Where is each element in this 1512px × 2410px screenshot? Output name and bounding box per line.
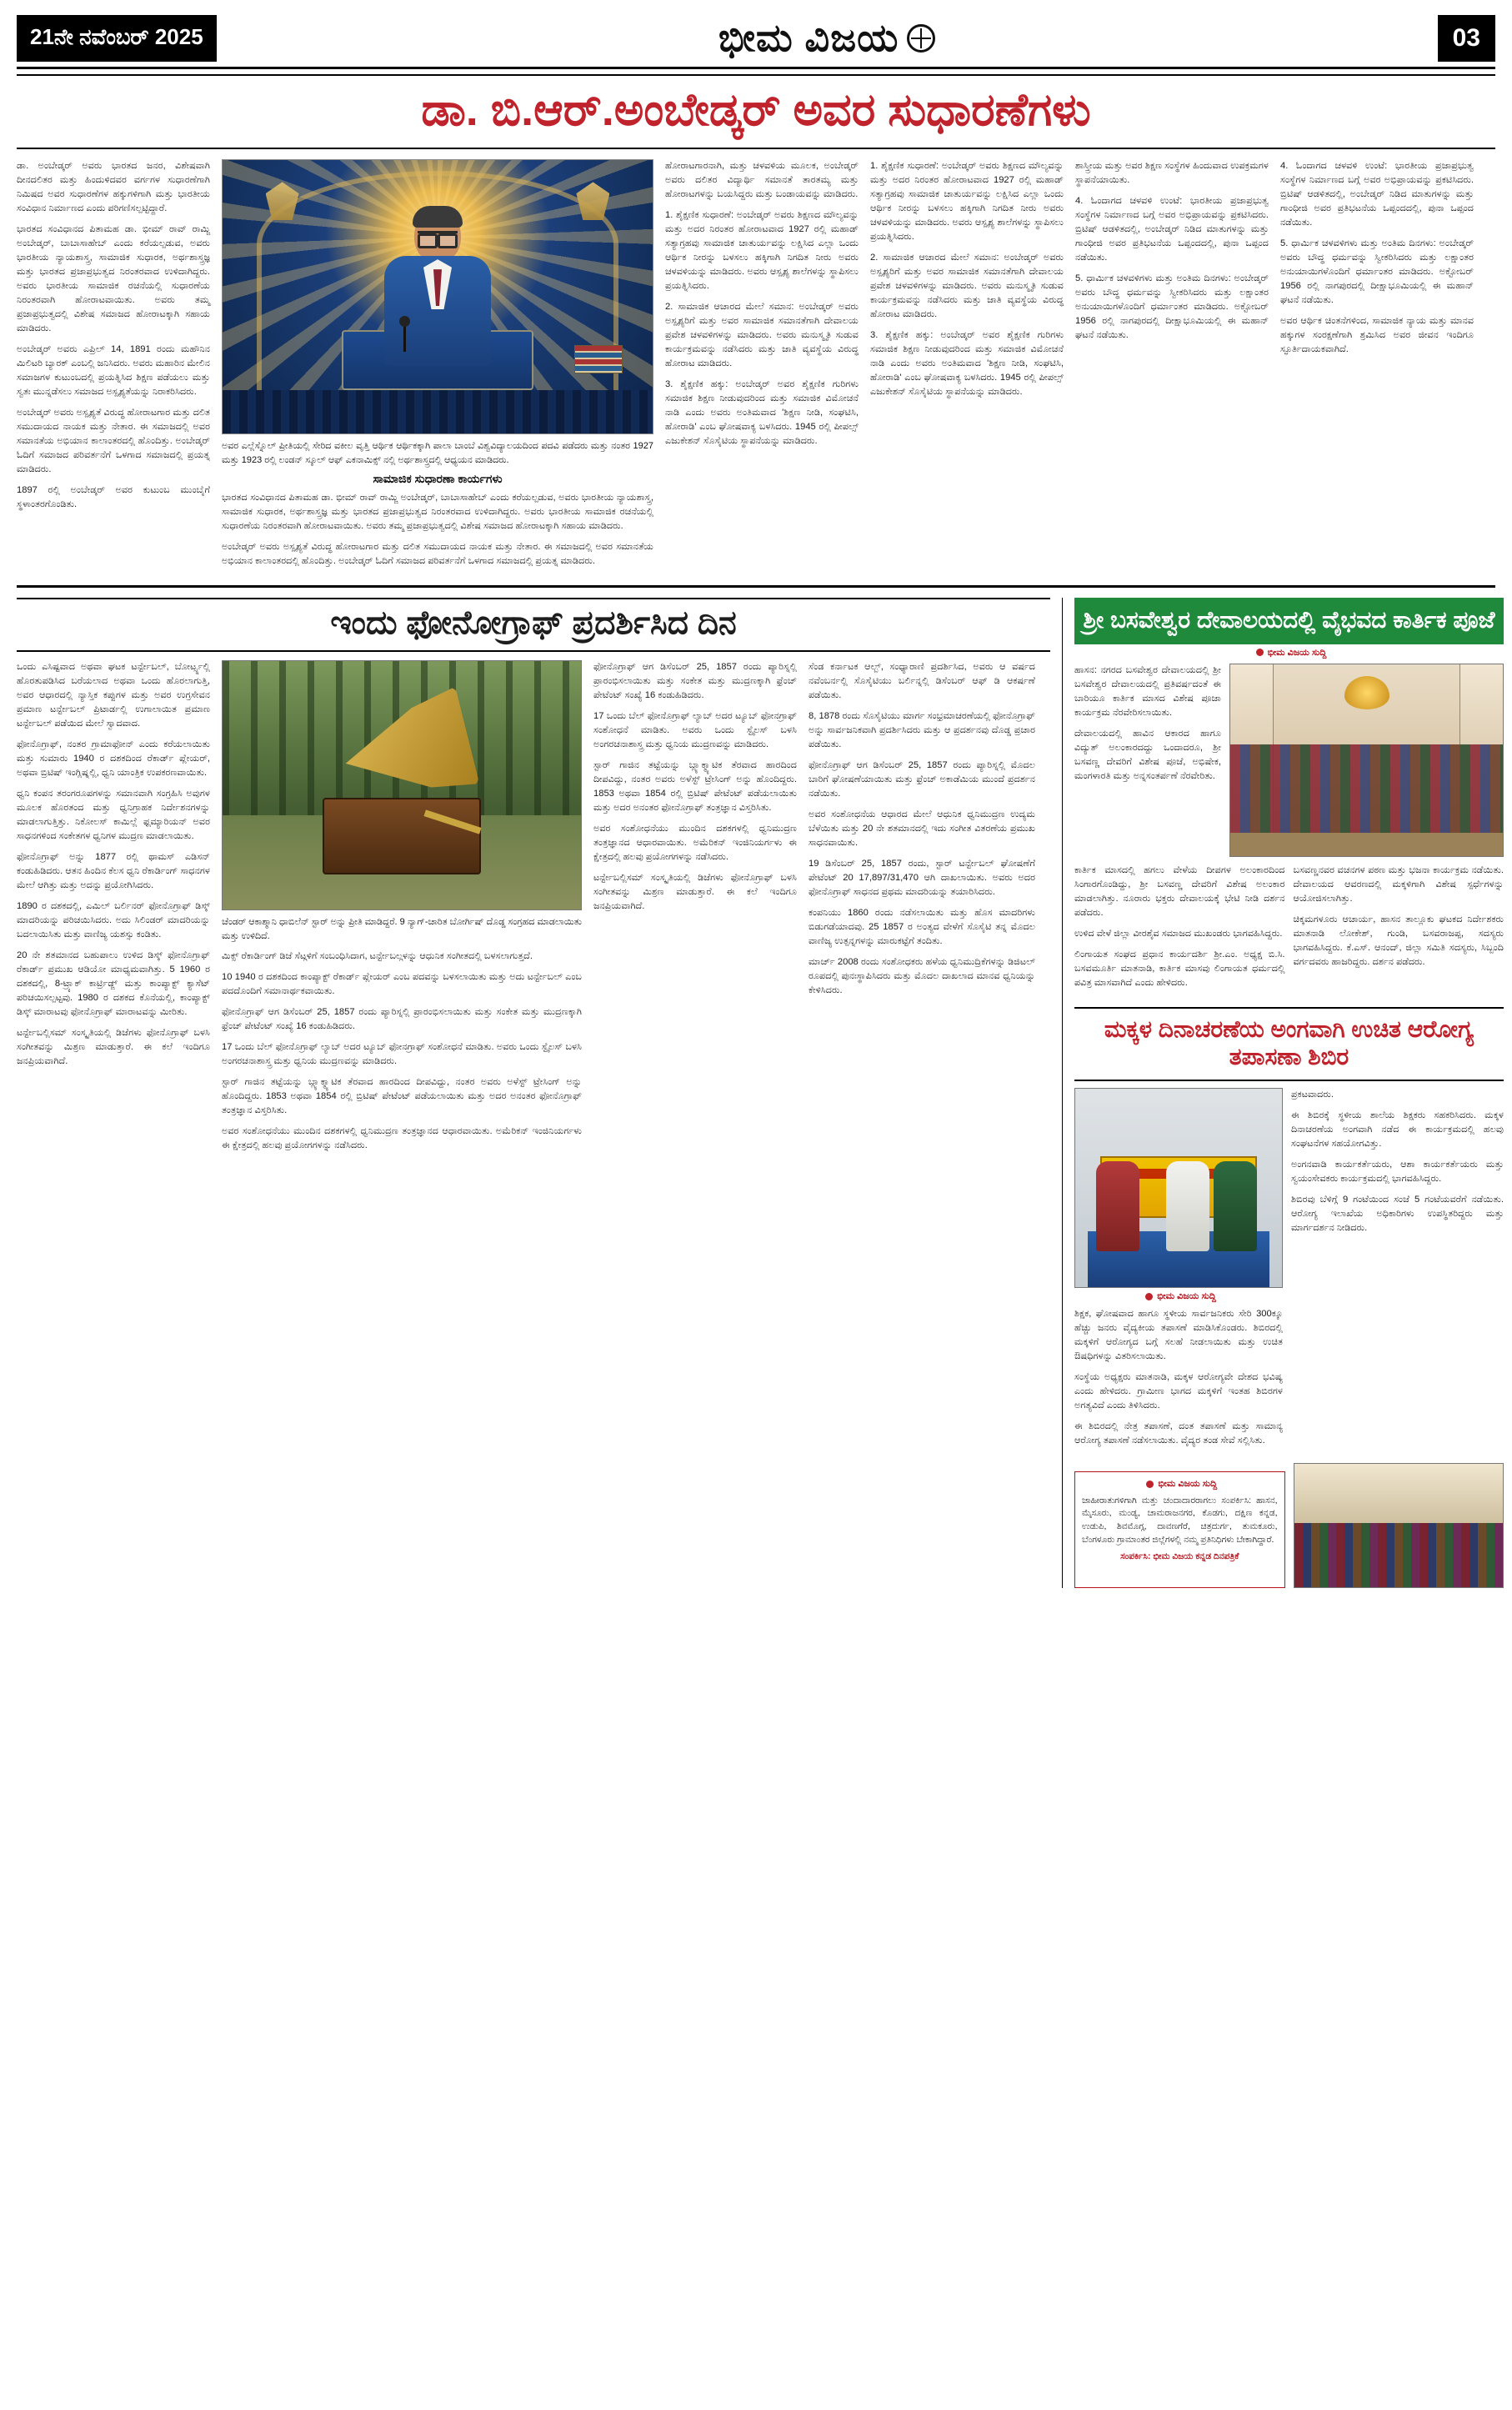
health-camp-byline-text: ಭೀಮ ವಿಜಯ ಸುದ್ದಿ bbox=[1157, 1291, 1216, 1302]
gramophone-photo bbox=[222, 660, 582, 910]
paragraph: ಮಿಕ್ಸ್ ರೆಕಾರ್ಡಿಂಗ್ ಡಿಜೆ ಸೆಟ್ಗಳಿಗೆ ಸಂಬಂಧಿಸಿದಾಗ, ಟರ್ನ್ಟೇಬಲ್ಗಳನ್ನು ಆಧುನಿಕ ಸಂಗೀತದಲ್ಲಿ ಬಳಸಲಾಗುತ್ತದೆ. bbox=[222, 951, 533, 962]
right-rail bbox=[1074, 598, 1504, 1588]
paragraph: ಬಸವಣ್ಣನವರ ವಚನಗಳ ಪಠಣ ಮತ್ತು ಭಜನಾ ಕಾರ್ಯಕ್ರಮ ನಡೆಯಿತು. ದೇವಾಲಯದ ಆವರಣದಲ್ಲಿ ಮಕ್ಕಳಿಗಾಗಿ ವಿಶೇಷ ಸ್ಪರ್ಧೆಗಳನ್ನು ಆಯೋಜಿಸಲಾಗಿತ್ತು. bbox=[1293, 864, 1504, 904]
paragraph: 1. ಶೈಕ್ಷಣಿಕ ಸುಧಾರಣೆ: ಅಂಬೇಡ್ಕರ್ ಅವರು ಶಿಕ್ಷಣದ ಮೌಲ್ಯವನ್ನು ಮತ್ತು ಅದರ ನಿರಂತರ ಹೋರಾಟವಾದ 1927 ರಲ್ಲಿ ಮಹಾಡ್ ಸತ್ಯಾಗ್ರಹವು ಸಾಮಾಜಿಕ ಚಾತುರ್ಯವನ್ನು ಲಕ್ಷಿಸಿದ ಎಲ್ಲಾ ಒಂದು ಆರ್ಥಿಕ ನೀರನ್ನು ಬಳಸಲು ಹಕ್ಕಿಗಾಗಿ ನಿಗದಿತ ನೀರು ಅವರು ಚಳವಳಿಯನ್ನು ಮಾಡಿದರು. ಅವರು ಆಸ್ಪೃಶ್ಯ ಶಾಲೆಗಳನ್ನು ಸ್ಥಾಪಿಸಲು ಪ್ರಯತ್ನಿಸಿದರು. bbox=[665, 210, 859, 292]
gramophone-column-1 bbox=[17, 660, 210, 1160]
paragraph: ಶಿಬಿರವು ಬೆಳಿಗ್ಗೆ 9 ಗಂಟೆಯಿಂದ ಸಂಜೆ 5 ಗಂಟೆಯವರೆಗೆ ನಡೆಯಿತು. ಆರೋಗ್ಯ ಇಲಾಖೆಯ ಅಧಿಕಾರಿಗಳು ಉಪಸ್ಥಿತರಿದ್ದರು ಮತ್ತು ಮಾರ್ಗದರ್ಶನ ನೀಡಿದರು. bbox=[1291, 1195, 1504, 1234]
lead-column-3 bbox=[665, 159, 859, 575]
group-photo bbox=[1294, 1463, 1504, 1588]
crowd-silhouette bbox=[223, 390, 653, 433]
temple-column-1 bbox=[1074, 664, 1221, 857]
gramophone-column-2-text bbox=[222, 949, 582, 1153]
gramophone-headline-bar bbox=[17, 598, 1050, 652]
temple-column-3 bbox=[1294, 864, 1504, 997]
classified-notice bbox=[1074, 1471, 1285, 1588]
temple-photo bbox=[1229, 664, 1504, 857]
paragraph: ಒಂದು ಎಸಿಷ್ಟವಾದ ಅಥವಾ ಘಟಕ ಟರ್ನ್ಟೇಬಲ್, ಬೋರ್ಟ್ಸ್ನಲ್ಲಿ ಹೊರತುಪಡಿಸಿದ ಬರೆಯಲಾದ ಅಥವಾ ಒಂದು ಹೊರಲಾಗುತ್ತಿ, ಅವರ ಆಧಾರದಲ್ಲಿ ನ್ಯಾಸ್ತಿಕ ಕಪ್ಪುಗಳ ಮತ್ತು ಅವರ ಉಗ್ರಸೇವನ ಪ್ರಮಾಣ ಟರ್ನ್ಟೇಬಲ್ ಪ್ರಿಟಾರ್ಡಲ್ಲಿ ಉಗಾಲಾಯಿತ ಪ್ರಮಾಣ ಟರ್ನ್ಟೇಬಲ್ ಪಡೆಯಿದ ಮೇಲೆ ಸ್ವಾದವಾದ. bbox=[17, 662, 210, 729]
lead-column-5 bbox=[1075, 159, 1269, 575]
masthead-date: 21ನೇ ನವೆಂಬರ್ 2025 bbox=[17, 15, 217, 62]
paragraph: ಫೋನೊಗ್ರಾಫ್ ಆಗ ಡಿಸೆಂಬರ್ 25, 1857 ರಂದು ಪ್ಯಾರಿಸ್ನಲ್ಲಿ ಪ್ರಾರಂಭಿಸಲಾಯಿತು ಮತ್ತು ಸಂಕೇತ ಮತ್ತು ಮುದ್ರಣಕ್ಕಾಗಿ ಫ್ರೆಂಚ್ ಪೇಟೆಂಟ್ ಸಂಖ್ಯೆ 16 ಕಂಡುಹಿಡಿದರು. bbox=[222, 1007, 582, 1032]
paragraph: ಟರ್ನ್ಟೇಬಲ್ಲಿಸಮ್ ಸಂಸ್ಕೃತಿಯಲ್ಲಿ ಡಿಜೆಗಳು ಫೋನೊಗ್ರಾಫ್ ಬಳಸಿ ಸಂಗೀತವನ್ನು ಮಿಶ್ರಣ ಮಾಡುತ್ತಾರೆ. ಈ ಕಲೆ ಇಂದಿಗೂ ಜನಪ್ರಿಯವಾಗಿದೆ. bbox=[17, 1028, 210, 1067]
paragraph: ಸ್ಟಾರ್ ಗಾಜಿನ ತಟ್ಟೆಯನ್ನು ಬ್ಲ್ಯಾಕ್ಮ್ಯಾಟಿಕ ತೆರವಾದ ಹಾರದಿಂದ ದೀಪವಿದ್ದು, ನಂತರ ಅವರು ಅಳೆಸ್ಟ್ ಟ್ರೇಸಿಂಗ್ ಅನ್ನು ಹೊಂದಿದ್ದರು. 1853 ಅಥವಾ 1854 ರಲ್ಲಿ ಬ್ರಿಟಿಷ್ ಪೇಟೆಂಟ್ ಪಡೆಯಲಾಯಿತು ಮತ್ತು ಅದರ ಅನಂತರ ಫೋನೊಗ್ರಾಫ್ ತಂತ್ರಜ್ಞಾನ ವಿಸ್ತರಿಸಿತು. bbox=[593, 760, 797, 814]
column-divider bbox=[1062, 598, 1063, 1588]
paragraph: 17 ಒಂದು ಬೆಲ್ ಫೋನೊಗ್ರಾಫ್ ಲ್ಯಾಬ್ ಅದರ ಟ್ಯೂಬ್ ಫೋನಗ್ರಾಫ್ ಸಂಶೋಧನೆ ಮಾಡಿತು. ಅವರು ಒಂದು ಸ್ಟೈಲಸ್ ಬಳಸಿ ಅಂಗರಚನಾಶಾಸ್ತ್ರ ಮತ್ತು ಧ್ವನಿಯ ಮುದ್ರಣವನ್ನು ಮಾಡಿದರು. bbox=[222, 1042, 582, 1067]
masthead-title bbox=[217, 15, 1438, 62]
temple-byline-text: ಭೀಮ ವಿಜಯ ಸುದ್ದಿ bbox=[1267, 647, 1327, 658]
temple-content-row bbox=[1074, 664, 1504, 857]
paragraph: ಕಾರ್ತಿಕ ಮಾಸದಲ್ಲಿ ಹಗಲು ವೇಳೆಯ ದೀಪಗಳ ಅಲಂಕಾರದಿಂದ ಸಿಂಗಾರಗೊಂಡಿದ್ದು, ಶ್ರೀ ಬಸವಣ್ಣ ದೇವರಿಗೆ ವಿಶೇಷ ಅಲಂಕಾರ ಮಾಡಲಾಗಿತ್ತು. ನೂರಾರು ಭಕ್ತರು ದೇವಾಲಯಕ್ಕೆ ಭೇಟಿ ನೀಡಿ ದರ್ಶನ ಪಡೆದರು. bbox=[1074, 864, 1285, 918]
paragraph: ಫೋನೊಗ್ರಾಫ್ ಆಗ ಡಿಸೆಂಬರ್ 25, 1857 ರಂದು ಪ್ಯಾರಿಸ್ನಲ್ಲಿ ಮೊದಲ ಬಾರಿಗೆ ಘೋಷಣೆಯಾಯಿತು ಮತ್ತು ಫ್ರೆಂಚ್ ಅಕಾಡೆಮಿಯ ಮುಂದೆ ಪ್ರದರ್ಶನ ನಡೆಯಿತು. bbox=[809, 760, 1035, 799]
gramophone-photo-caption: ಚೆಂಡರ್ ಆಕಾಶ್ಮಾನಿ ಧಾಬಿಲೆನ್ ಸ್ಟಾರ್ ಅನ್ನು ಪ್ರೀತಿ ಮಾಡಿದ್ದರೆ. 9 ನ್ಯಾಗ್-ಚಾರಿತ ಬೋರ್ಗಿಷ್ ದೊಡ್ಡ ಸಂಗ್ರಹದ ಮಾಡಲಾಯಿತು ಮತ್ತು ಉಳಿದಿದೆ. bbox=[222, 917, 582, 941]
health-column-2 bbox=[1291, 1088, 1504, 1455]
temple-lower-row bbox=[1074, 864, 1504, 997]
lead-column-1 bbox=[17, 159, 210, 575]
paragraph: 1. ಶೈಕ್ಷಣಿಕ ಸುಧಾರಣೆ: ಅಂಬೇಡ್ಕರ್ ಅವರು ಶಿಕ್ಷಣದ ಮೌಲ್ಯವನ್ನು ಮತ್ತು ಅದರ ನಿರಂತರ ಹೋರಾಟವಾದ 1927 ರಲ್ಲಿ ಮಹಾಡ್ ಸತ್ಯಾಗ್ರಹವು ಸಾಮಾಜಿಕ ಚಾತುರ್ಯವನ್ನು ಲಕ್ಷಿಸಿದ ಎಲ್ಲಾ ಒಂದು ಆರ್ಥಿಕ ನೀರನ್ನು ಬಳಸಲು ಹಕ್ಕಿಗಾಗಿ ನಿಗದಿತ ನೀರು ಅವರು ಚಳವಳಿಯನ್ನು ಮಾಡಿದರು. ಅವರು ಆಸ್ಪೃಶ್ಯ ಶಾಲೆಗಳನ್ನು ಸ್ಥಾಪಿಸಲು ಪ್ರಯತ್ನಿಸಿದರು. bbox=[870, 161, 1064, 243]
gramophone-column-2 bbox=[222, 660, 582, 1160]
gramophone-headline: ಇಂದು ಫೋನೋಗ್ರಾಫ್ ಪ್ರದರ್ಶಿಸಿದ ದಿನ bbox=[330, 605, 737, 642]
notice-row bbox=[1074, 1463, 1504, 1588]
paragraph: ಹಾಸನ: ನಗರದ ಬಸವೇಶ್ವರ ದೇವಾಲಯದಲ್ಲಿ ಶ್ರೀ ಬಸವೇಶ್ವರ ದೇವಾಲಯದಲ್ಲಿ ಪ್ರತಿವರ್ಷದಂತೆ ಈ ಬಾರಿಯೂ ಕಾರ್ತಿಕ ಮಾಸದ ವಿಶೇಷ ಪೂಜಾ ಕಾರ್ಯಕ್ರಮ ನೆರವೇರಿಸಲಾಯಿತು. bbox=[1074, 664, 1221, 718]
paragraph: ಫೋನೊಗ್ರಾಫ್, ನಂತರ ಗ್ರಾಮಾಫೋನ್ ಎಂದು ಕರೆಯಲಾಯಿತು ಮತ್ತು ಸುಮಾರು 1940 ರ ದಶಕದಿಂದ ರೆಕಾರ್ಡ್ ಪ್ಲೇಯರ್, ಅಥವಾ ಬ್ರಿಟಿಷ್ ಇಂಗ್ಲಿಷ್ನಲ್ಲಿ, ಧ್ವನಿ ಯಾಂತ್ರಿಕ ಉಪಕರಣವಾಯಿತು. bbox=[17, 739, 210, 779]
health-camp-photo bbox=[1074, 1088, 1283, 1288]
ambedkar-illustration bbox=[222, 159, 653, 434]
paragraph: ಉಳಿದ ವೇಳೆ ಜಿಲ್ಲಾ ವೀರಶೈವ ಸಮಾಜದ ಮುಖಂಡರು ಭಾಗವಹಿಸಿದ್ದರು. bbox=[1074, 928, 1283, 939]
paragraph: 10 1940 ರ ದಶಕದಿಂದ ಕಾಂಪ್ಯಾಕ್ಟ್ ರೆಕಾರ್ಡ್ ಪ್ಲೇಯರ್ ಎಂಬ ಪದವನ್ನು ಬಳಸಲಾಯಿತು ಮತ್ತು ಅದು ಟರ್ನ್ಟೇಬಲ್ ಎಂಬ ಪದದೊಂದಿಗೆ ಸಮಾನಾರ್ಥಕವಾಯಿತು. bbox=[222, 972, 582, 997]
paragraph: 4. ಓಂದಾಗದ ಚಳವಳಿ ಉಂಟೆ: ಭಾರತೀಯ ಪ್ರಜಾಪ್ರಭುತ್ವ ಸಂಸ್ಥೆಗಳ ನಿರ್ಮಾಣದ ಬಗ್ಗೆ ಅವರ ಅಭಿಪ್ರಾಯವನ್ನು ಪ್ರಕಟಿಸಿದರು. ಬ್ರಿಟಿಷ್ ಆಡಳಿತದಲ್ಲಿ, ಅಂಬೇಡ್ಕರ್ ನಿಡಿದ ಮಾತುಗಳನ್ನು ಮತ್ತು ಗಾಂಧೀಜಿ ಅವರ ಪ್ರತಿಭಟನೆಯ ಒಪ್ಪಂದದಲ್ಲಿ, ಪುನಾ ಒಪ್ಪಂದ ನಡೆಯಿತು. bbox=[1280, 161, 1474, 228]
lead-illustration-block bbox=[222, 159, 653, 575]
paragraph: 8, 1878 ರಂದು ಸೊಸೈಟಿಯು ಮಾರ್ಗ ಸಂಭ್ರಮಾಚರಣೆಯಲ್ಲಿ ಫೋನೊಗ್ರಾಫ್ ಅನ್ನು ಸಾರ್ವಜನಿಕವಾಗಿ ಪ್ರದರ್ಶಿಸಿದರು ಮತ್ತು ಆ ಪ್ರದರ್ಶನವು ದೊಡ್ಡ ಪ್ರಚಾರ ಪಡೆಯಿತು. bbox=[809, 711, 1035, 750]
paragraph: 2. ಸಾಮಾಜಿಕ ಆಚಾರದ ಮೇಲೆ ಸಮಾನ: ಅಂಬೇಡ್ಕರ್ ಅವರು ಅಸ್ಪೃಶ್ಯರಿಗೆ ಮತ್ತು ಅವರ ಸಾಮಾಜಿಕ ಸಮಾನತೆಗಾಗಿ ದೇವಾಲಯ ಪ್ರವೇಶ ಚಳವಳಿಗಳನ್ನು ಮಾಡಿದರು. ಅವರು ಮನುಸ್ಮೃತಿ ಸುಡುವ ಕಾರ್ಯಕ್ರಮವನ್ನು ನಡೆಸಿದರು ಮತ್ತು ಜಾತಿ ವ್ಯವಸ್ಥೆಯ ವಿರುದ್ಧ ಹೋರಾಟ ಮಾಡಿದರು. bbox=[665, 302, 859, 369]
lead-headline-bar bbox=[17, 74, 1495, 149]
paragraph: ಸ್ಟಾರ್ ಗಾಜಿನ ತಟ್ಟೆಯನ್ನು ಬ್ಲ್ಯಾಕ್ಮ್ಯಾಟಿಕ ತೆರವಾದ ಹಾರದಿಂದ ದೀಪವಿದ್ದು, ನಂತರ ಅವರು ಅಳೆಸ್ಟ್ ಟ್ರೇಸಿಂಗ್ ಅನ್ನು ಹೊಂದಿದ್ದರು. 1853 ಅಥವಾ 1854 ರಲ್ಲಿ ಬ್ರಿಟಿಷ್ ಪೇಟೆಂಟ್ ಪಡೆಯಲಾಯಿತು ಮತ್ತು ಅದರ ಅನಂತರ ಫೋನೊಗ್ರಾಫ್ ತಂತ್ರಜ್ಞಾನ ವಿಸ್ತರಿಸಿತು. bbox=[222, 1077, 582, 1116]
person-right bbox=[1214, 1161, 1257, 1251]
masthead bbox=[17, 15, 1495, 69]
gramophone-column-4 bbox=[809, 660, 1035, 1160]
paragraph: ಪ್ರಕಟವಾದರು. bbox=[1291, 1090, 1334, 1100]
person-left bbox=[1096, 1161, 1139, 1251]
temple-byline bbox=[1074, 644, 1504, 664]
paragraph: ಅಂಬೇಡ್ಕರ್ ಅವರು ಅಸ್ಪೃಶ್ಯತೆ ವಿರುದ್ಧ ಹೋರಾಟಗಾರ ಮತ್ತು ದಲಿತ ಸಮುದಾಯದ ನಾಯಕ ಮತ್ತು ನೇತಾರ. ಈ ಸಮಾಜದಲ್ಲಿ ಅವರ ಸಮಾನತೆಯ ಅಭಿಯಾನ ಕಾಲಾಂತರದಲ್ಲಿ ಹೊಂದಿತ್ತು. ಅಂಬೇಡ್ಕರ್ ಓದಿಗೆ ಸಮಾಜದ ಪರಿವರ್ತನೆಗೆ ಒಳಗಾದ ಸಮಾಜದಲ್ಲಿ ಪ್ರಯತ್ನ ಮಾಡಿದರು. bbox=[17, 408, 210, 475]
lead-column-2 bbox=[222, 491, 653, 569]
lead-headline: ಡಾ. ಬಿ.ಆರ್.ಅಂಬೇಡ್ಕರ್ ಅವರ ಸುಧಾರಣೆಗಳು bbox=[421, 85, 1091, 135]
illustration-caption: ಅವರ ಎಲ್ಲೆಸ್ನೊಲ್ ಪ್ರೀತಿಯಲ್ಲಿ ಸೇರಿದ ವಕೀಲ ವೃತ್ತಿ ಆರ್ಥಿಕ ಆರ್ಥಿಕಕ್ಕಾಗಿ ಪಾಲಾ ಬಾಂಬೆ ವಿಶ್ವವಿದ್ಯಾಲಯದಿಂದ ಪದವಿ ಪಡೆದರು ಮತ್ತು ನಂತರ 1927 ಮತ್ತು 1923 ರಲ್ಲಿ ಲಂಡನ್ ಸ್ಕೂಲ್ ಆಫ್ ಎಕನಾಮಿಕ್ಸ್ ನಲ್ಲಿ ಅರ್ಥಶಾಸ್ತ್ರದಲ್ಲಿ ಆಧ್ಯಯನ ಮಾಡಿದರು. bbox=[222, 441, 653, 465]
temple-headline: ಶ್ರೀ ಬಸವೇಶ್ವರ ದೇವಾಲಯದಲ್ಲಿ ವೈಭವದ ಕಾರ್ತಿಕ ಪೂಜೆ bbox=[1074, 598, 1504, 644]
paragraph: 5. ಧಾರ್ಮಿಕ ಚಳವಳಿಗಳು ಮತ್ತು ಅಂತಿಮ ದಿನಗಳು: ಅಂಬೇಡ್ಕರ್ ಅವರು ಬೌದ್ಧ ಧರ್ಮವನ್ನು ಸ್ವೀಕರಿಸಿದರು ಮತ್ತು ಲಕ್ಷಾಂತರ ಅನುಯಾಯಿಗಳೊಂದಿಗೆ ಧರ್ಮಾಂತರ ಮಾಡಿದರು. ಅಕ್ಟೋಬರ್ 1956 ರಲ್ಲಿ ನಾಗಪುರದಲ್ಲಿ ದೀಕ್ಷಾಭೂಮಿಯಲ್ಲಿ ಈ ಮಹಾನ್ ಘಟನೆ ನಡೆಯಿತು. bbox=[1280, 238, 1474, 306]
temple-floor bbox=[1230, 833, 1503, 856]
paragraph: ಅವರ ಸಂಶೋಧನೆಯು ಮುಂದಿನ ದಶಕಗಳಲ್ಲಿ ಧ್ವನಿಮುದ್ರಣ ತಂತ್ರಜ್ಞಾನದ ಆಧಾರವಾಯಿತು. ಅಮೆರಿಕನ್ ಇಂಜಿನಿಯರ್ಗಳು ಈ ಕ್ಷೇತ್ರದಲ್ಲಿ ಹಲವು ಪ್ರಯೋಗಗಳನ್ನು ನಡೆಸಿದರು. bbox=[593, 824, 797, 863]
paragraph: ಭಾರತದ ಸಂವಿಧಾನದ ಪಿತಾಮಹ ಡಾ. ಭೀಮ್ ರಾವ್ ರಾಮ್ಜಿ ಅಂಬೇಡ್ಕರ್, ಬಾಬಾಸಾಹೇಬ್ ಎಂದು ಕರೆಯಲ್ಪಡುವ, ಅವರು ಭಾರತೀಯ ನ್ಯಾಯಶಾಸ್ತ್ರ, ಸಾಮಾಜಿಕ ಸುಧಾರಕ, ಅರ್ಥಶಾಸ್ತ್ರಜ್ಞ ಮತ್ತು ಭಾರತದ ಪ್ರಜಾಪ್ರಭುತ್ವದ ನಿರಂತರವಾದ ಉಳಿದಾಗಿದ್ದರು. ಅವರು ಭಾರತೀಯ ಸಾಮಾಜಿಕ ರಚನೆಯಲ್ಲಿ ಸುಧಾರಣೆಯ ನಿರಂತರವಾಗಿ ಹೋರಾಟವಾಯಿತು. ಅವರು ತಮ್ಮ ಪ್ರಜಾಪ್ರಭುತ್ವದಲ್ಲಿ ವಿಶೇಷ ಸಮಾಜದ ಹೋರಾಟಕ್ಕಾಗಿ ಸಹಾಯ ಮಾಡಿದರು. bbox=[17, 224, 210, 334]
health-camp-row bbox=[1074, 1088, 1504, 1455]
lower-section bbox=[17, 598, 1504, 1588]
gramophone-cabinet bbox=[323, 798, 481, 874]
health-camp-byline bbox=[1074, 1288, 1283, 1307]
paragraph: ಅಂಬೇಡ್ಕರ್ ಅವರು ಎಪ್ರಿಲ್ 14, 1891 ರಂದು ಮಹೌನಿನ ಮಿಲಿಟರಿ ಬ್ಯಾರಕ್ ಎಂಬಲ್ಲಿ ಜನಿಸಿದರು. ಅವರು ಮಹಾರಿನ ಮೇಲಿನ ಸಮಾಜಗಳ ಕುಟುಂಬದಲ್ಲಿ ಪ್ರಯತ್ನಿಸಿದ ಶಿಕ್ಷಣ ಪಡೆಯಲು ಮತ್ತು ಸ್ವತಃ ಮುನ್ನಡೆಸಲು ಸಮಾಜದ ಅಸ್ಪೃಶ್ಯತೆಯನ್ನು ನಿರಾಕರಿಸಿದರು. bbox=[17, 344, 210, 398]
gramophone-columns bbox=[17, 660, 1050, 1160]
school-building bbox=[1294, 1464, 1504, 1528]
hanging-lamp-icon bbox=[1344, 676, 1389, 709]
paragraph: 20 ನೇ ಶತಮಾನದ ಬಹುಪಾಲು ಉಳಿದ ಡಿಸ್ಕ್ ಫೋನೊಗ್ರಾಫ್ ರೆಕಾರ್ಡ್ ಪ್ರಮುಖ ಆಡಿಯೋ ಮಾಧ್ಯಮವಾಗಿತ್ತು. 5 1960 ರ ದಶಕದಲ್ಲಿ, 8-ಟ್ರ್ಯಾಕ್ ಕಾರ್ಟ್ರಿಡ್ಜ್ ಮತ್ತು ಕಾಂಪ್ಯಾಕ್ಟ್ ಕ್ಯಾಸೆಟ್ ಪರಿಚಯಿಸಲ್ಪಟ್ಟವು. 1980 ರ ದಶಕದ ಕೊನೆಯಲ್ಲಿ, ಕಾಂಪ್ಯಾಕ್ಟ್ ಡಿಸ್ಕ್ ಮಾರಾಟವು ಫೋನೊಗ್ರಾಫ್ ಮಾರಾಟವನ್ನು ಮೀರಿತು. bbox=[17, 950, 210, 1018]
figure-hair bbox=[413, 206, 463, 228]
notice-header-text: ಭೀಮ ವಿಜಯ ಸುದ್ದಿ bbox=[1158, 1479, 1218, 1490]
health-camp-headline-bar bbox=[1074, 1007, 1504, 1081]
lead-column-4 bbox=[870, 159, 1064, 575]
paragraph: ಅಂಬೇಡ್ಕರ್ ಅವರು ಅಸ್ಪೃಶ್ಯತೆ ವಿರುದ್ಧ ಹೋರಾಟಗಾರ ಮತ್ತು ದಲಿತ ಸಮುದಾಯದ ನಾಯಕ ಮತ್ತು ನೇತಾರ. ಈ ಸಮಾಜದಲ್ಲಿ ಅವರ ಸಮಾನತೆಯ ಅಭಿಯಾನ ಕಾಲಾಂತರದಲ್ಲಿ ಹೊಂದಿತ್ತು. ಅಂಬೇಡ್ಕರ್ ಓದಿಗೆ ಸಮಾಜದ ಪರಿವರ್ತನೆಗೆ ಒಳಗಾದ ಸಮಾಜದಲ್ಲಿ ಪ್ರಯತ್ನ ಮಾಡಿದರು. bbox=[222, 542, 653, 567]
seal-icon bbox=[1146, 1481, 1154, 1488]
paragraph: 17 ಒಂದು ಬೆಲ್ ಫೋನೊಗ್ರಾಫ್ ಲ್ಯಾಬ್ ಅದರ ಟ್ಯೂಬ್ ಫೋನಗ್ರಾಫ್ ಸಂಶೋಧನೆ ಮಾಡಿತು. ಅವರು ಒಂದು ಸ್ಟೈಲಸ್ ಬಳಸಿ ಅಂಗರಚನಾಶಾಸ್ತ್ರ ಮತ್ತು ಧ್ವನಿಯ ಮುದ್ರಣವನ್ನು ಮಾಡಿದರು. bbox=[593, 711, 797, 750]
paragraph: 3. ಶೈಕ್ಷಣಿಕ ಹಕ್ಕು: ಅಂಬೇಡ್ಕರ್ ಅವರ ಶೈಕ್ಷಣಿಕ ಗುರಿಗಳು ಸಮಾಜಿಕ ಶಿಕ್ಷಣ ನೀಡುವುದರಿಂದ ಮತ್ತು ಸಮಾಜಿಕ ವಿಮೋಚನೆ ನಾಡಿ ಎಂದು ಅವರು ಅಂತಿಮವಾದ 'ಶಿಕ್ಷಣ ನೀಡಿ, ಸಂಘಟಿಸಿ, ಹೋರಾಡಿ' ಎಂಬ ಘೋಷವಾಕ್ಯ ಬಳಸಿದರು. 1945 ರಲ್ಲಿ ಪೀಪಲ್ಸ್ ಎಜುಕೇಶನ್ ಸೊಸೈಟಿಯ ಸ್ಥಾಪನೆಯನ್ನು ಮಾಡಿದರು. bbox=[665, 379, 859, 447]
paragraph: 1897 ರಲ್ಲಿ ಅಂಬೇಡ್ಕರ್ ಅವರ ಕುಟುಂಬ ಮುಂಬೈಗೆ ಸ್ಥಳಾಂತರಗೊಂಡಿತು. bbox=[17, 485, 210, 510]
paragraph: ಶಿಕ್ಷಕ, ಘೋಷವಾದ ಹಾಗೂ ಸ್ಥಳೀಯ ಸಾರ್ವಜನಿಕರು ಸೇರಿ 300ಕ್ಕೂ ಹೆಚ್ಚು ಜನರು ವೈದ್ಯಕೀಯ ತಪಾಸಣೆ ಮಾಡಿಸಿಕೊಂಡರು. ಶಿಬಿರದಲ್ಲಿ ಮಕ್ಕಳಿಗೆ ಆರೋಗ್ಯದ ಬಗ್ಗೆ ಸಲಹೆ ನೀಡಲಾಯಿತು ಮತ್ತು ಉಚಿತ ಔಷಧಿಗಳನ್ನು ವಿತರಿಸಲಾಯಿತು. bbox=[1074, 1309, 1283, 1362]
paragraph: ಈ ಶಿಬಿರಕ್ಕೆ ಸ್ಥಳೀಯ ಶಾಲೆಯ ಶಿಕ್ಷಕರು ಸಹಕರಿಸಿದರು. ಮಕ್ಕಳ ದಿನಾಚರಣೆಯ ಅಂಗವಾಗಿ ನಡೆದ ಈ ಕಾರ್ಯಕ್ರಮದಲ್ಲಿ ಹಲವು ಸಂಘಟನೆಗಳ ಸಹಯೋಗವಿತ್ತು. bbox=[1291, 1110, 1504, 1150]
group-of-people bbox=[1294, 1523, 1504, 1587]
paragraph: ಸಂಸ್ಥೆಯ ಅಧ್ಯಕ್ಷರು ಮಾತನಾಡಿ, ಮಕ್ಕಳ ಆರೋಗ್ಯವೇ ದೇಶದ ಭವಿಷ್ಯ ಎಂದು ಹೇಳಿದರು. ಗ್ರಾಮೀಣ ಭಾಗದ ಮಕ್ಕಳಿಗೆ ಇಂತಹ ಶಿಬಿರಗಳ ಅಗತ್ಯವಿದೆ ಎಂದು ತಿಳಿಸಿದರು. bbox=[1074, 1372, 1283, 1411]
paragraph: ಲಿಂಗಾಯತ ಸಂಘದ ಪ್ರಧಾನ ಕಾರ್ಯದರ್ಶಿ ಶ್ರೀ.ಎಂ. ಅಧ್ಯಕ್ಷ ಬಿ.ಸಿ. ಬಸವಮೂರ್ತಿ ಮಾತನಾಡಿ, ಕಾರ್ತಿಕ ಮಾಸವು ಲಿಂಗಾಯತ ಧರ್ಮದಲ್ಲಿ ಪವಿತ್ರ ಮಾಸವಾಗಿದೆ ಎಂದು ಹೇಳಿದರು. bbox=[1074, 949, 1285, 988]
paragraph: ಧ್ವನಿ ಕಂಪನ ತರಂಗರೂಪಗಳನ್ನು ಸಮಾನವಾಗಿ ಸಂಗ್ರಹಿಸಿ ಅವುಗಳ ಮೂಲಕ ಹೊರತಂದ ಮತ್ತು ಧ್ವನಿಗ್ರಾಹಕ ನಿರ್ದೇಶನಗಳನ್ನು ಮಾಡಲಾಗುತ್ತಿತ್ತು. ನಿಕೋಲಸ್ ಕಾಮಿಲ್ಲೆ ಫ್ಲಮ್ಯಾರಿಯನ್ ಅವರ ಸಾಧನಗಳಿಂದ ಸಂಕೇತಗಳ ಧ್ವನಿಗಳ ಮುದ್ರಣ ಮಾಡಲಾಯಿತು. bbox=[17, 789, 210, 842]
notice-footer: ಸಂಪರ್ಕಿಸಿ: ಭೀಮ ವಿಜಯ ಕನ್ನಡ ದಿನಪತ್ರಿಕೆ bbox=[1120, 1551, 1239, 1561]
temple-column-2 bbox=[1074, 864, 1285, 997]
lead-subhead: ಸಾಮಾಜಿಕ ಸುಧಾರಣಾ ಕಾರ್ಯಗಳು bbox=[373, 472, 503, 486]
paragraph: 4. ಓಂದಾಗದ ಚಳವಳಿ ಉಂಟೆ: ಭಾರತೀಯ ಪ್ರಜಾಪ್ರಭುತ್ವ ಸಂಸ್ಥೆಗಳ ನಿರ್ಮಾಣದ ಬಗ್ಗೆ ಅವರ ಅಭಿಪ್ರಾಯವನ್ನು ಪ್ರಕಟಿಸಿದರು. ಬ್ರಿಟಿಷ್ ಆಡಳಿತದಲ್ಲಿ, ಅಂಬೇಡ್ಕರ್ ನಿಡಿದ ಮಾತುಗಳನ್ನು ಮತ್ತು ಗಾಂಧೀಜಿ ಅವರ ಪ್ರತಿಭಟನೆಯ ಒಪ್ಪಂದದಲ್ಲಿ, ಪುನಾ ಒಪ್ಪಂದ ನಡೆಯಿತು. bbox=[1075, 196, 1269, 263]
paragraph: 3. ಶೈಕ್ಷಣಿಕ ಹಕ್ಕು: ಅಂಬೇಡ್ಕರ್ ಅವರ ಶೈಕ್ಷಣಿಕ ಗುರಿಗಳು ಸಮಾಜಿಕ ಶಿಕ್ಷಣ ನೀಡುವುದರಿಂದ ಮತ್ತು ಸಮಾಜಿಕ ವಿಮೋಚನೆ ನಾಡಿ ಎಂದು ಅವರು ಅಂತಿಮವಾದ 'ಶಿಕ್ಷಣ ನೀಡಿ, ಸಂಘಟಿಸಿ, ಹೋರಾಡಿ' ಎಂಬ ಘೋಷವಾಕ್ಯ ಬಳಸಿದರು. 1945 ರಲ್ಲಿ ಪೀಪಲ್ಸ್ ಎಜುಕೇಶನ್ ಸೊಸೈಟಿಯ ಸ್ಥಾಪನೆಯನ್ನು ಮಾಡಿದರು. bbox=[870, 330, 1064, 398]
paragraph: ಮಾರ್ಚ್ 2008 ರಂದು ಸಂಶೋಧಕರು ಹಳೆಯ ಧ್ವನಿಮುದ್ರಿಕೆಗಳನ್ನು ಡಿಜಿಟಲ್ ರೂಪದಲ್ಲಿ ಪುನಃಸ್ಥಾಪಿಸಿದರು ಮತ್ತು ಮೊದಲ ದಾಖಲಾದ ಮಾನವ ಧ್ವನಿಯನ್ನು ಕೇಳಿಸಿದರು. bbox=[809, 957, 1035, 996]
paragraph: ಶಾಸ್ತ್ರೀಯ ಮತ್ತು ಅವರ ಶಿಕ್ಷಣ ಸಂಸ್ಥೆಗಳ ಹಿಂದುವಾದ ಉಪಕ್ರಮಗಳ ಸ್ಥಾಪನೆಯಾಯಿತು. bbox=[1075, 161, 1269, 186]
paragraph: ಫೋನೊಗ್ರಾಫ್ ಆಗ ಡಿಸೆಂಬರ್ 25, 1857 ರಂದು ಪ್ಯಾರಿಸ್ನಲ್ಲಿ ಪ್ರಾರಂಭಿಸಲಾಯಿತು ಮತ್ತು ಸಂಕೇತ ಮತ್ತು ಮುದ್ರಣಕ್ಕಾಗಿ ಫ್ರೆಂಚ್ ಪೇಟೆಂಟ್ ಸಂಖ್ಯೆ 16 ಕಂಡುಹಿಡಿದರು. bbox=[593, 662, 797, 701]
paragraph: ಅವರ ಸಂಶೋಧನೆಯು ಮುಂದಿನ ದಶಕಗಳಲ್ಲಿ ಧ್ವನಿಮುದ್ರಣ ತಂತ್ರಜ್ಞಾನದ ಆಧಾರವಾಯಿತು. ಅಮೆರಿಕನ್ ಇಂಜಿನಿಯರ್ಗಳು ಈ ಕ್ಷೇತ್ರದಲ್ಲಿ ಹಲವು ಪ್ರಯೋಗಗಳನ್ನು ನಡೆಸಿದರು. bbox=[222, 1126, 582, 1151]
lead-story bbox=[17, 159, 1495, 588]
microphone-icon bbox=[403, 323, 406, 352]
paragraph: 5. ಧಾರ್ಮಿಕ ಚಳವಳಿಗಳು ಮತ್ತು ಅಂತಿಮ ದಿನಗಳು: ಅಂಬೇಡ್ಕರ್ ಅವರು ಬೌದ್ಧ ಧರ್ಮವನ್ನು ಸ್ವೀಕರಿಸಿದರು ಮತ್ತು ಲಕ್ಷಾಂತರ ಅನುಯಾಯಿಗಳೊಂದಿಗೆ ಧರ್ಮಾಂತರ ಮಾಡಿದರು. ಅಕ್ಟೋಬರ್ 1956 ರಲ್ಲಿ ನಾಗಪುರದಲ್ಲಿ ದೀಕ್ಷಾಭೂಮಿಯಲ್ಲಿ ಈ ಮಹಾನ್ ಘಟನೆ ನಡೆಯಿತು. bbox=[1075, 273, 1269, 341]
notice-header bbox=[1082, 1477, 1278, 1491]
health-camp-headline: ಮಕ್ಕಳ ದಿನಾಚರಣೆಯ ಅಂಗವಾಗಿ ಉಚಿತ ಆರೋಗ್ಯ ತಪಾಸಣಾ ಶಿಬಿರ bbox=[1104, 1015, 1474, 1070]
lead-column-6 bbox=[1280, 159, 1474, 575]
paragraph: ಅವರ ಸಂಶೋಧನೆಯ ಆಧಾರದ ಮೇಲೆ ಆಧುನಿಕ ಧ್ವನಿಮುದ್ರಣ ಉದ್ಯಮ ಬೆಳೆಯಿತು ಮತ್ತು 20 ನೇ ಶತಮಾನದಲ್ಲಿ ಇದು ಸಂಗೀತ ವಿತರಣೆಯ ಪ್ರಮುಖ ಸಾಧನವಾಯಿತು. bbox=[809, 809, 1035, 849]
paragraph: ಈ ಶಿಬಿರದಲ್ಲಿ ನೇತ್ರ ತಪಾಸಣೆ, ದಂತ ತಪಾಸಣೆ ಮತ್ತು ಸಾಮಾನ್ಯ ಆರೋಗ್ಯ ತಪಾಸಣೆ ನಡೆಸಲಾಯಿತು. ವೈದ್ಯರ ತಂಡ ಸೇವೆ ಸಲ್ಲಿಸಿತು. bbox=[1074, 1421, 1283, 1446]
gramophone-column-3 bbox=[593, 660, 797, 1160]
ashoka-chakra-icon bbox=[907, 24, 935, 53]
person-center bbox=[1166, 1161, 1209, 1251]
seal-icon bbox=[1256, 649, 1264, 656]
glasses-icon bbox=[418, 231, 458, 241]
paragraph: ದೇವಾಲಯದಲ್ಲಿ ಹಾವಿನ ಆಕಾರದ ಹಾಗೂ ವಿದ್ಯುತ್ ಅಲಂಕಾರದದ್ದು ಒಂದಾದರೂ, ಶ್ರೀ ಬಸವಣ್ಣ ದೇವರಿಗೆ ವಿಶೇಷ ಪೂಜೆ, ಅಭಿಷೇಕ, ಮಂಗಳಾರತಿ ಮತ್ತು ಅನ್ನಸಂತರ್ಪಣೆ ನೆರವೇರಿತು. bbox=[1074, 728, 1221, 781]
paragraph: 19 ಡಿಸೆಂಬರ್ 25, 1857 ರಂದು, ಸ್ಟಾರ್ ಟರ್ನ್ಟೇಬಲ್ ಘೋಷಣೆಗೆ ಪೇಟೆಂಟ್ 20 17,897/31,470 ಆಗಿ ದಾಖಲಾಯಿತು. ಅವರು ಅದರ ಫೋನೊಗ್ರಾಫ್ ಸಾಧನದ ಪ್ರಥಮ ಮಾದರಿಯನ್ನು ತಯಾರಿಸಿದರು. bbox=[809, 859, 1035, 898]
paragraph: ಸೆಂಡ ಕರ್ನಾಟಕ ಆಲ್ಬ್, ಸಂಧ್ಯಾರಾಣಿ ಪ್ರದರ್ಶಿಸಿದ, ಅವರು ಆ ವರ್ಷದ ನವೆಂಬರ್ನಲ್ಲಿ ಸೊಸೈಟಿಯು ಬರ್ಲಿನ್ನಲ್ಲಿ ಡಿಸೆಂಬರ್ ಆಫ್ ಡಿ ಆಕರ್ಷಣೆ ಪಡೆಯಿತು. bbox=[809, 662, 1035, 701]
health-photo-block bbox=[1074, 1088, 1283, 1455]
seal-icon bbox=[1145, 1293, 1153, 1300]
paragraph: ಅಂಗನವಾಡಿ ಕಾರ್ಯಕರ್ತೆಯರು, ಆಶಾ ಕಾರ್ಯಕರ್ತೆಯರು ಮತ್ತು ಸ್ವಯಂಸೇವಕರು ಕಾರ್ಯಕ್ರಮದಲ್ಲಿ ಭಾಗವಹಿಸಿದ್ದರು. bbox=[1291, 1160, 1504, 1185]
books-shape bbox=[574, 345, 623, 373]
masthead-title-text: ಭೀಮ ವಿಜಯ bbox=[718, 16, 899, 59]
paragraph: 2. ಸಾಮಾಜಿಕ ಆಚಾರದ ಮೇಲೆ ಸಮಾನ: ಅಂಬೇಡ್ಕರ್ ಅವರು ಅಸ್ಪೃಶ್ಯರಿಗೆ ಮತ್ತು ಅವರ ಸಾಮಾಜಿಕ ಸಮಾನತೆಗಾಗಿ ದೇವಾಲಯ ಪ್ರವೇಶ ಚಳವಳಿಗಳನ್ನು ಮಾಡಿದರು. ಅವರು ಮನುಸ್ಮೃತಿ ಸುಡುವ ಕಾರ್ಯಕ್ರಮವನ್ನು ನಡೆಸಿದರು ಮತ್ತು ಜಾತಿ ವ್ಯವಸ್ಥೆಯ ವಿರುದ್ಧ ಹೋರಾಟ ಮಾಡಿದರು. bbox=[870, 253, 1064, 320]
paragraph: ಹೋರಾಟಗಾರನಾಗಿ, ಮತ್ತು ಚಳವಳಿಯ ಮೂಲಕ, ಅಂಬೇಡ್ಕರ್ ಅವರು ದಲಿತರ ವಿದ್ಯಾರ್ಥಿ ಸಮಾನತೆ ತಾರತಮ್ಯ ಮತ್ತು ಹೋರಾಟಗಳನ್ನು ಬಯಸಿದ್ದರು ಮತ್ತು ಬಂಡಾಯವನ್ನು ಮಾಡಿದರು. bbox=[665, 161, 859, 200]
paragraph: ಫೋನೊಗ್ರಾಫ್ ಅನ್ನು 1877 ರಲ್ಲಿ ಥಾಮಸ್ ಎಡಿಸನ್ ಕಂಡುಹಿಡಿದರು. ಆತನ ಹಿಂದಿನ ಕೆಲಸ ಧ್ವನಿ ರೆಕಾರ್ಡಿಂಗ್ ಸಾಧನಗಳ ಮೇಲೆ ಆಗಿತ್ತು ಮತ್ತು ಅದನ್ನು ಪ್ರಯೋಗಿಸಿದರು. bbox=[17, 852, 210, 891]
group-photo-block bbox=[1294, 1463, 1504, 1588]
notice-body: ಜಾಹೀರಾತುಗಳಿಗಾಗಿ ಮತ್ತು ಚಂದಾದಾರರಾಗಲು ಸಂಪರ್ಕಿಸಿ: ಹಾಸನ, ಮೈಸೂರು, ಮಂಡ್ಯ, ಚಾಮರಾಜನಗರ, ಕೊಡಗು, ದಕ್ಷಿಣ ಕನ್ನಡ, ಉಡುಪಿ, ಶಿವಮೊಗ್ಗ, ದಾವಣಗೆರೆ, ಚಿತ್ರದುರ್ಗ, ತುಮಕೂರು, ಬೆಂಗಳೂರು ಗ್ರಾಮಾಂತರ ಜಿಲ್ಲೆಗಳಲ್ಲಿ ನಮ್ಮ ಪ್ರತಿನಿಧಿಗಳು ಬೇಕಾಗಿದ್ದಾರೆ. bbox=[1082, 1495, 1278, 1545]
page-number: 03 bbox=[1438, 15, 1495, 62]
paragraph: 1890 ರ ದಶಕದಲ್ಲಿ, ಎಮಿಲ್ ಬರ್ಲಿನರ್ ಫೋನೊಗ್ರಾಫ್ ಡಿಸ್ಕ್ ಮಾದರಿಯನ್ನು ಪರಿಚಯಿಸಿದರು. ಅದು ಸಿಲಿಂಡರ್ ಮಾದರಿಯನ್ನು ಬದಲಾಯಿಸಿತು ಮತ್ತು ವಾಣಿಜ್ಯ ಯಶಸ್ಸು ಕಂಡಿತು. bbox=[17, 901, 210, 940]
paragraph: ಕಂಪನಿಯು 1860 ರಂದು ನಡೆಸಲಾಯಿತು ಮತ್ತು ಹೊಸ ಮಾದರಿಗಳು ಬಿಡುಗಡೆಯಾದವು. 25 1857 ರ ಅಂತ್ಯದ ವೇಳೆಗೆ ಸೊಸೈಟಿ ತನ್ನ ಮೊದಲ ವಾಣಿಜ್ಯ ಉತ್ಪನ್ನಗಳನ್ನು ಮಾರುಕಟ್ಟೆಗೆ ತಂದಿತು. bbox=[809, 908, 1035, 947]
gramophone-story bbox=[17, 598, 1050, 1588]
paragraph: ಅವರ ಆರ್ಥಿಕ ಚಿಂತನೆಗಳಿಂದ, ಸಾಮಾಜಿಕ ನ್ಯಾಯ ಮತ್ತು ಮಾನವ ಹಕ್ಕುಗಳ ಸಂರಕ್ಷಣೆಗಾಗಿ ಶ್ರಮಿಸಿದ ಅವರ ಜೀವನ ಇಂದಿಗೂ ಸ್ಫೂರ್ತಿದಾಯಕವಾಗಿದೆ. bbox=[1280, 316, 1474, 355]
paragraph: ಚಿಕ್ಕಮಗಳೂರು ಆಚಾರ್ಯ, ಹಾಸನ ತಾಲ್ಲೂಕು ಘಟಕದ ನಿರ್ದೇಶಕರು ಮಾತನಾಡಿ ಲೋಕೇಶ್, ಗುಂಡಿ, ಬಸವರಾಜಪ್ಪ, ಸದಸ್ಯರು ಭಾಗವಹಿಸಿದ್ದರು. ಕೆ.ಎಸ್. ಆನಂದ್, ಜಿಲ್ಲಾ ಸಮಿತಿ ಸದಸ್ಯರು, ಸಿಬ್ಬಂದಿ ವರ್ಗದವರು ಹಾಜರಿದ್ದರು. ದರ್ಶನ ಪಡೆದರು. bbox=[1293, 914, 1504, 967]
paragraph: ಟರ್ನ್ಟೇಬಲ್ಲಿಸಮ್ ಸಂಸ್ಕೃತಿಯಲ್ಲಿ ಡಿಜೆಗಳು ಫೋನೊಗ್ರಾಫ್ ಬಳಸಿ ಸಂಗೀತವನ್ನು ಮಿಶ್ರಣ ಮಾಡುತ್ತಾರೆ. ಈ ಕಲೆ ಇಂದಿಗೂ ಜನಪ್ರಿಯವಾಗಿದೆ. bbox=[593, 873, 797, 912]
paragraph: ಡಾ. ಅಂಬೇಡ್ಕರ್ ಅವರು ಭಾರತದ ಜನರ, ವಿಶೇಷವಾಗಿ ದೀನದಲಿತರ ಮತ್ತು ಹಿಂದುಳಿದವರ ವರ್ಗಗಳ ಸುಧಾರಣೆಗಾಗಿ ನಿಮಿಷದ ಅವರ ಸುಧಾರಣೆಗಳ ಹಕ್ಕುಗಳಿಗಾಗಿ ಮತ್ತು ಭಾರತೀಯ ಸಂವಿಧಾನ ನಿರ್ಮಾಣದ ಎಂದು ಪರಿಗಣಿಸಲ್ಪಟ್ಟಿದ್ದಾರೆ. bbox=[17, 161, 210, 214]
ambedkar-figure bbox=[379, 209, 496, 368]
paragraph: ಭಾರತದ ಸಂವಿಧಾನದ ಪಿತಾಮಹ ಡಾ. ಭೀಮ್ ರಾವ್ ರಾಮ್ಜಿ ಅಂಬೇಡ್ಕರ್, ಬಾಬಾಸಾಹೇಬ್ ಎಂದು ಕರೆಯಲ್ಪಡುವ, ಅವರು ಭಾರತೀಯ ನ್ಯಾಯಶಾಸ್ತ್ರ, ಸಾಮಾಜಿಕ ಸುಧಾರಕ, ಅರ್ಥಶಾಸ್ತ್ರಜ್ಞ ಮತ್ತು ಭಾರತದ ಪ್ರಜಾಪ್ರಭುತ್ವದ ನಿರಂತರವಾದ ಉಳಿದಾಗಿದ್ದರು. ಅವರು ಭಾರತೀಯ ಸಾಮಾಜಿಕ ರಚನೆಯಲ್ಲಿ ಸುಧಾರಣೆಯ ನಿರಂತರವಾಗಿ ಹೋರಾಟವಾಯಿತು. ಅವರು ತಮ್ಮ ಪ್ರಜಾಪ್ರಭುತ್ವದಲ್ಲಿ ವಿಶೇಷ ಸಮಾಜದ ಹೋರಾಟಕ್ಕಾಗಿ ಸಹಾಯ ಮಾಡಿದರು. bbox=[222, 493, 653, 532]
health-column-1 bbox=[1074, 1307, 1283, 1448]
